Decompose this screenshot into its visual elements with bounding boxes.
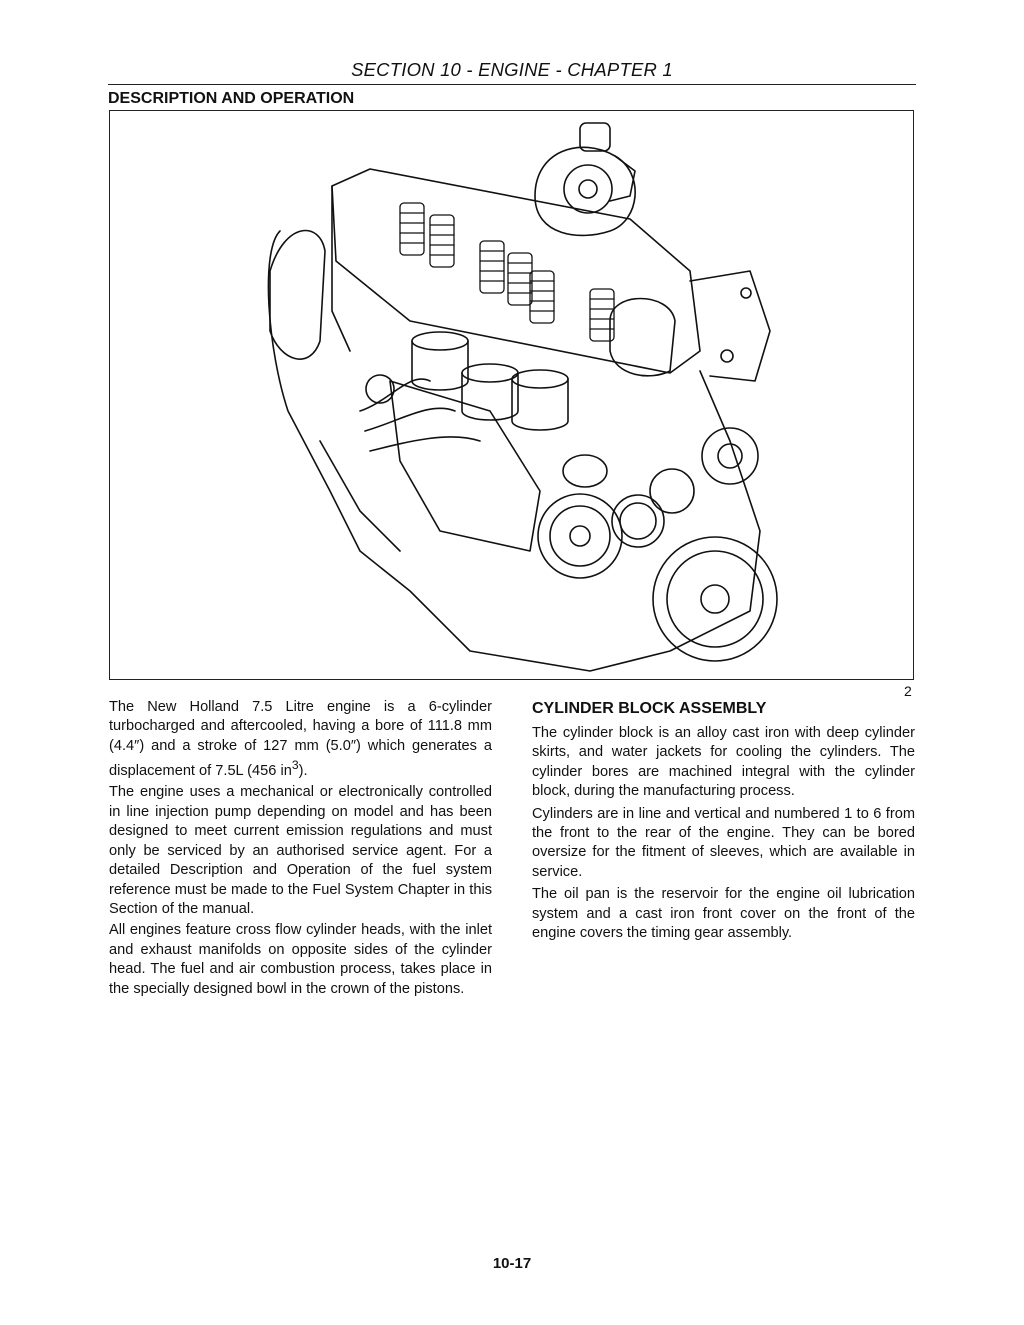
section-subheading: DESCRIPTION AND OPERATION [108, 90, 355, 107]
cylinder-block-heading: CYLINDER BLOCK ASSEMBLY [532, 700, 767, 717]
page-number: 10-17 [492, 1255, 532, 1272]
figure-number: 2 [904, 683, 912, 699]
section-title: SECTION 10 - ENGINE - CHAPTER 1 [351, 59, 673, 80]
paragraph-injection-pump: The engine uses a mechanical or electronically controlled in line injection pump depending on model and has been designed to meet current emission regulations and must only be serviced by an authorised service agent. For a detailed Description and Operation of the fuel system reference must be made to the Fuel System Chapter in this Section of the manual. [109, 784, 492, 917]
right-column [532, 698, 915, 946]
header-rule [108, 84, 916, 85]
paragraph-cylinder-block: The cylinder block is an alloy cast iron with deep cylinder skirts, and water jackets for cooling the cylinders. The cylinder bores are machined integral with the cylinder block, during the manufacturing process. [532, 725, 915, 800]
paragraph-cylinder-numbering: Cylinders are in line and vertical and numbered 1 to 6 from the front to the rear of the engine. They can be bored oversize for the fitment of sleeves, which are available in service. [532, 805, 915, 880]
specs-text-end: ). [298, 763, 308, 780]
engine-figure [109, 110, 914, 680]
superscript-exponent: 3 [291, 758, 299, 773]
left-column [109, 698, 492, 1001]
paragraph-cylinder-heads: All engines feature cross flow cylinder heads, with the inlet and exhaust manifolds on opposite sides of the cylinder head. The fuel and air combustion process, takes place in the specially designed bowl in the crown of the pistons. [109, 922, 492, 997]
page-header [108, 58, 916, 109]
specs-text: The New Holland 7.5 Litre engine is a 6-cylinder turbocharged and aftercooled, having a bore of 111.8 mm (4.4″) and a stroke of 127 mm (5.0″) which generates a displacement of 7.5L (456 in [109, 699, 492, 780]
engine-cutaway-icon [110, 111, 913, 679]
paragraph-oil-pan: The oil pan is the reservoir for the engine oil lubrication system and a cast iron front cover on the front of the engine covers the timing gear assembly. [532, 886, 915, 942]
paragraph-engine-specs [109, 698, 492, 781]
